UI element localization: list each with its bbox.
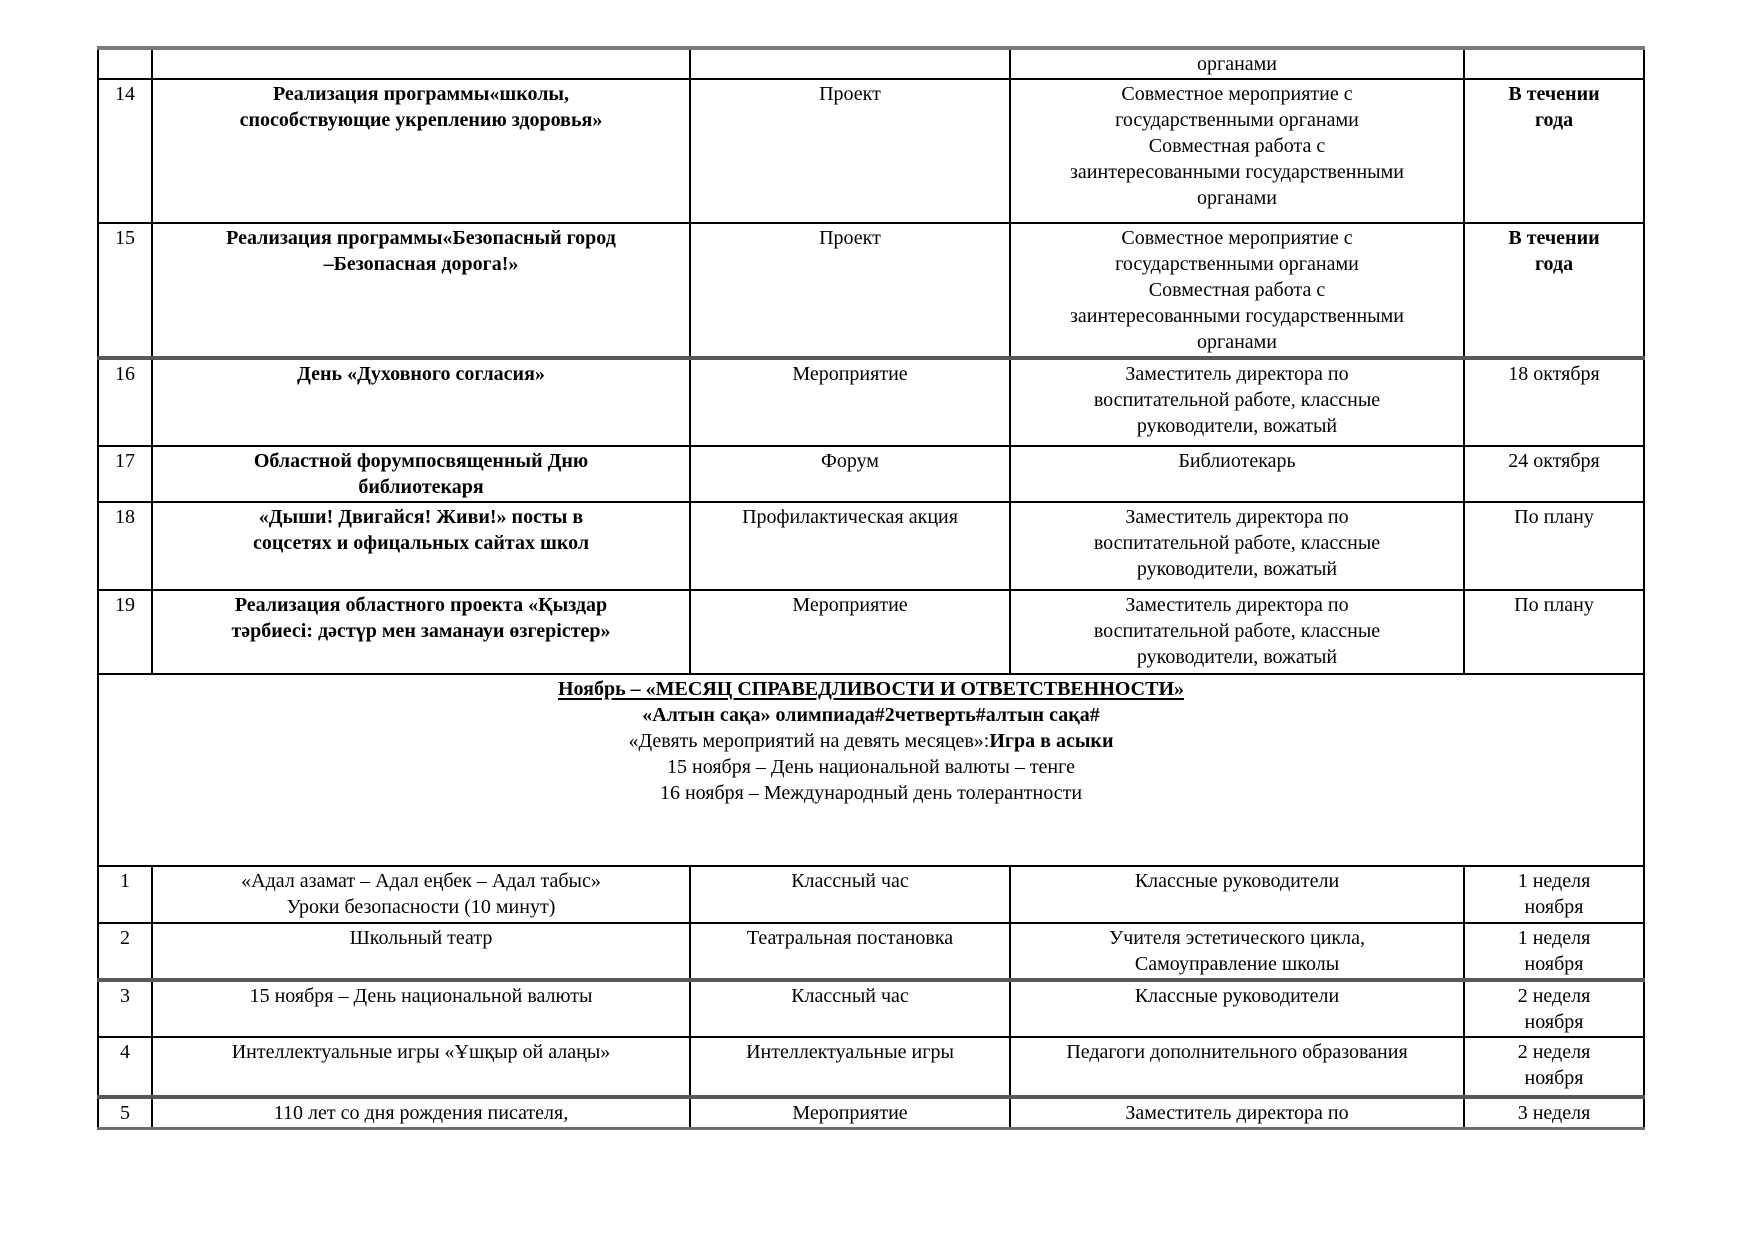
table-row — [98, 1037, 1644, 1097]
event-format-cell: Проект — [690, 79, 1010, 223]
responsible-cell — [1010, 980, 1464, 1037]
responsible-cell — [1010, 1097, 1464, 1129]
cell-line: Педагоги дополнительного образования — [1066, 1041, 1408, 1063]
continuation-row — [98, 48, 1644, 79]
event-format-cell: Театральная постановка — [690, 923, 1010, 980]
cell-line: года — [1534, 109, 1574, 131]
event-name-cell — [152, 866, 690, 923]
event-name-cell — [152, 79, 690, 223]
row-number-cell: 3 — [98, 980, 152, 1037]
cell-line: руководители, вожатый — [1136, 646, 1338, 668]
event-plan-table — [97, 46, 1645, 1130]
table-row — [98, 590, 1644, 674]
cell-line: Заместитель директора по — [1125, 506, 1349, 528]
cell-line: По плану — [1514, 594, 1594, 616]
table-row — [98, 79, 1644, 223]
cell-line: 18 октября — [1508, 363, 1600, 385]
cell-line: 2 неделя — [1517, 1041, 1591, 1063]
section-title-text: Ноябрь – «МЕСЯЦ СПРАВЕДЛИВОСТИ И ОТВЕТСТВЕННОСТИ» — [557, 678, 1185, 700]
event-name-cell — [152, 223, 690, 358]
cell-line: руководители, вожатый — [1136, 558, 1338, 580]
event-format-cell: Профилактическая акция — [690, 502, 1010, 590]
row-number-cell: 15 — [98, 223, 152, 358]
row-number-cell: 18 — [98, 502, 152, 590]
timing-cell — [1464, 223, 1644, 358]
cell-line: ноября — [1524, 953, 1584, 975]
section-line-tolerance-day: 16 ноября – Международный день толерантности — [659, 782, 1083, 804]
event-name-cell — [152, 358, 690, 446]
responsible-cell — [1010, 79, 1464, 223]
cell-line: 1 неделя — [1517, 927, 1591, 949]
responsible-cell — [1010, 223, 1464, 358]
event-format-cell: Мероприятие — [690, 590, 1010, 674]
timing-cell — [1464, 79, 1644, 223]
responsible-cell — [1010, 1037, 1464, 1097]
cell-line: государственными органами — [1115, 253, 1359, 275]
cell-line: Уроки безопасности (10 минут) — [286, 896, 556, 918]
responsible-cell — [1010, 446, 1464, 502]
cell-line: Школьный театр — [349, 927, 493, 949]
timing-cell — [1464, 358, 1644, 446]
cell-line: ноября — [1524, 1067, 1584, 1089]
cell-line: ноября — [1524, 1011, 1584, 1033]
month-section-row — [98, 674, 1644, 866]
event-name-cell — [152, 923, 690, 980]
timing-cell — [1464, 48, 1644, 79]
event-name-cell — [152, 48, 690, 79]
timing-cell — [1464, 980, 1644, 1037]
row-number-cell: 1 — [98, 866, 152, 923]
section-line-events-prefix: «Девять мероприятий на девять месяцев»: — [628, 730, 990, 752]
row-number-cell: 4 — [98, 1037, 152, 1097]
cell-line: руководители, вожатый — [1136, 415, 1338, 437]
cell-line: года — [1534, 253, 1574, 275]
event-format-cell: Интеллектуальные игры — [690, 1037, 1010, 1097]
cell-line: органами — [1196, 187, 1278, 209]
row-number-cell: 2 — [98, 923, 152, 980]
event-name-cell — [152, 1097, 690, 1129]
row-number-cell: 14 — [98, 79, 152, 223]
cell-line: Реализация программы«Безопасный город — [226, 227, 616, 249]
cell-line: По плану — [1514, 506, 1594, 528]
cell-line: Библиотекарь — [1178, 450, 1296, 472]
cell-line: «Адал азамат – Адал еңбек – Адал табыс» — [241, 870, 601, 892]
cell-line: Совместная работа с — [1148, 135, 1326, 157]
event-format-cell: Классный час — [690, 866, 1010, 923]
table-row — [98, 1097, 1644, 1129]
cell-line: заинтересованными государственными — [1070, 161, 1404, 183]
timing-cell — [1464, 923, 1644, 980]
responsible-cell: органами — [1010, 48, 1464, 79]
cell-line: 24 октября — [1508, 450, 1600, 472]
table-row — [98, 923, 1644, 980]
timing-cell — [1464, 590, 1644, 674]
table-row — [98, 866, 1644, 923]
cell-line: воспитательной работе, классные — [1093, 532, 1381, 554]
section-subtitle: «Алтын сақа» олимпиада#2четверть#алтын сақа# — [642, 704, 1100, 726]
cell-line: Совместное мероприятие с — [1121, 83, 1353, 105]
cell-line: 1 неделя — [1517, 870, 1591, 892]
cell-line: День «Духовного согласия» — [297, 363, 545, 385]
cell-line: Самоуправление школы — [1134, 953, 1340, 975]
event-name-cell — [152, 502, 690, 590]
event-format-cell: Мероприятие — [690, 358, 1010, 446]
responsible-cell — [1010, 358, 1464, 446]
cell-line: Классные руководители — [1134, 870, 1340, 892]
section-title — [104, 676, 1638, 702]
event-format-cell: Мероприятие — [690, 1097, 1010, 1129]
cell-line: воспитательной работе, классные — [1093, 389, 1381, 411]
cell-line: Областной форумпосвященный Дню — [253, 450, 589, 472]
section-line-events-highlight: Игра в асыки — [989, 730, 1114, 752]
row-number-cell: 5 — [98, 1097, 152, 1129]
cell-line: Реализация программы«школы, — [272, 83, 570, 105]
responsible-cell — [1010, 866, 1464, 923]
responsible-cell — [1010, 923, 1464, 980]
cell-line: 110 лет со дня рождения писателя, — [273, 1102, 569, 1124]
responsible-cell — [1010, 502, 1464, 590]
cell-line: библиотекаря — [358, 476, 484, 498]
table-row — [98, 223, 1644, 358]
cell-line: «Дыши! Двигайся! Живи!» посты в — [258, 506, 584, 528]
event-name-cell — [152, 980, 690, 1037]
timing-cell — [1464, 1097, 1644, 1129]
table-row — [98, 446, 1644, 502]
cell-line: государственными органами — [1115, 109, 1359, 131]
timing-cell — [1464, 446, 1644, 502]
cell-line: воспитательной работе, классные — [1093, 620, 1381, 642]
table-row — [98, 358, 1644, 446]
row-number-cell: 17 — [98, 446, 152, 502]
event-format-cell: Проект — [690, 223, 1010, 358]
cell-line: Интеллектуальные игры «Ұшқыр ой алаңы» — [231, 1041, 611, 1063]
cell-line: Реализация областного проекта «Қыздар — [234, 594, 608, 616]
row-number-cell: 19 — [98, 590, 152, 674]
cell-line: Заместитель директора по — [1125, 1102, 1349, 1124]
event-format-cell: Классный час — [690, 980, 1010, 1037]
event-name-cell — [152, 590, 690, 674]
cell-line: ноября — [1524, 896, 1584, 918]
cell-line: Заместитель директора по — [1125, 594, 1349, 616]
timing-cell — [1464, 1037, 1644, 1097]
cell-line: Классные руководители — [1134, 985, 1340, 1007]
event-name-cell — [152, 446, 690, 502]
cell-line: Совместная работа с — [1148, 279, 1326, 301]
event-format-cell — [690, 48, 1010, 79]
row-number-cell: 16 — [98, 358, 152, 446]
timing-cell — [1464, 866, 1644, 923]
event-format-cell: Форум — [690, 446, 1010, 502]
cell-line: В течении — [1508, 83, 1600, 105]
timing-cell — [1464, 502, 1644, 590]
responsible-cell — [1010, 590, 1464, 674]
event-name-cell — [152, 1037, 690, 1097]
table-row — [98, 980, 1644, 1037]
row-number-cell — [98, 48, 152, 79]
cell-line: органами — [1196, 331, 1278, 353]
cell-line: –Безопасная дорога!» — [323, 253, 519, 275]
cell-line: тәрбиесі: дәстүр мен заманауи өзгерістер» — [231, 620, 611, 642]
cell-line: Заместитель директора по — [1125, 363, 1349, 385]
cell-line: 2 неделя — [1517, 985, 1591, 1007]
cell-line: заинтересованными государственными — [1070, 305, 1404, 327]
cell-line: способствующие укреплению здоровья» — [239, 109, 603, 131]
table-row — [98, 502, 1644, 590]
cell-line: 3 неделя — [1517, 1102, 1591, 1124]
section-line-events — [104, 728, 1638, 754]
cell-line: В течении — [1508, 227, 1600, 249]
cell-line: Совместное мероприятие с — [1121, 227, 1353, 249]
month-section-header — [98, 674, 1644, 866]
cell-line: 15 ноября – День национальной валюты — [249, 985, 593, 1007]
cell-line: Учителя эстетического цикла, — [1109, 927, 1365, 949]
section-line-currency-day: 15 ноября – День национальной валюты – тенге — [667, 756, 1075, 778]
cell-line: соцсетях и офицальных сайтах школ — [252, 532, 590, 554]
